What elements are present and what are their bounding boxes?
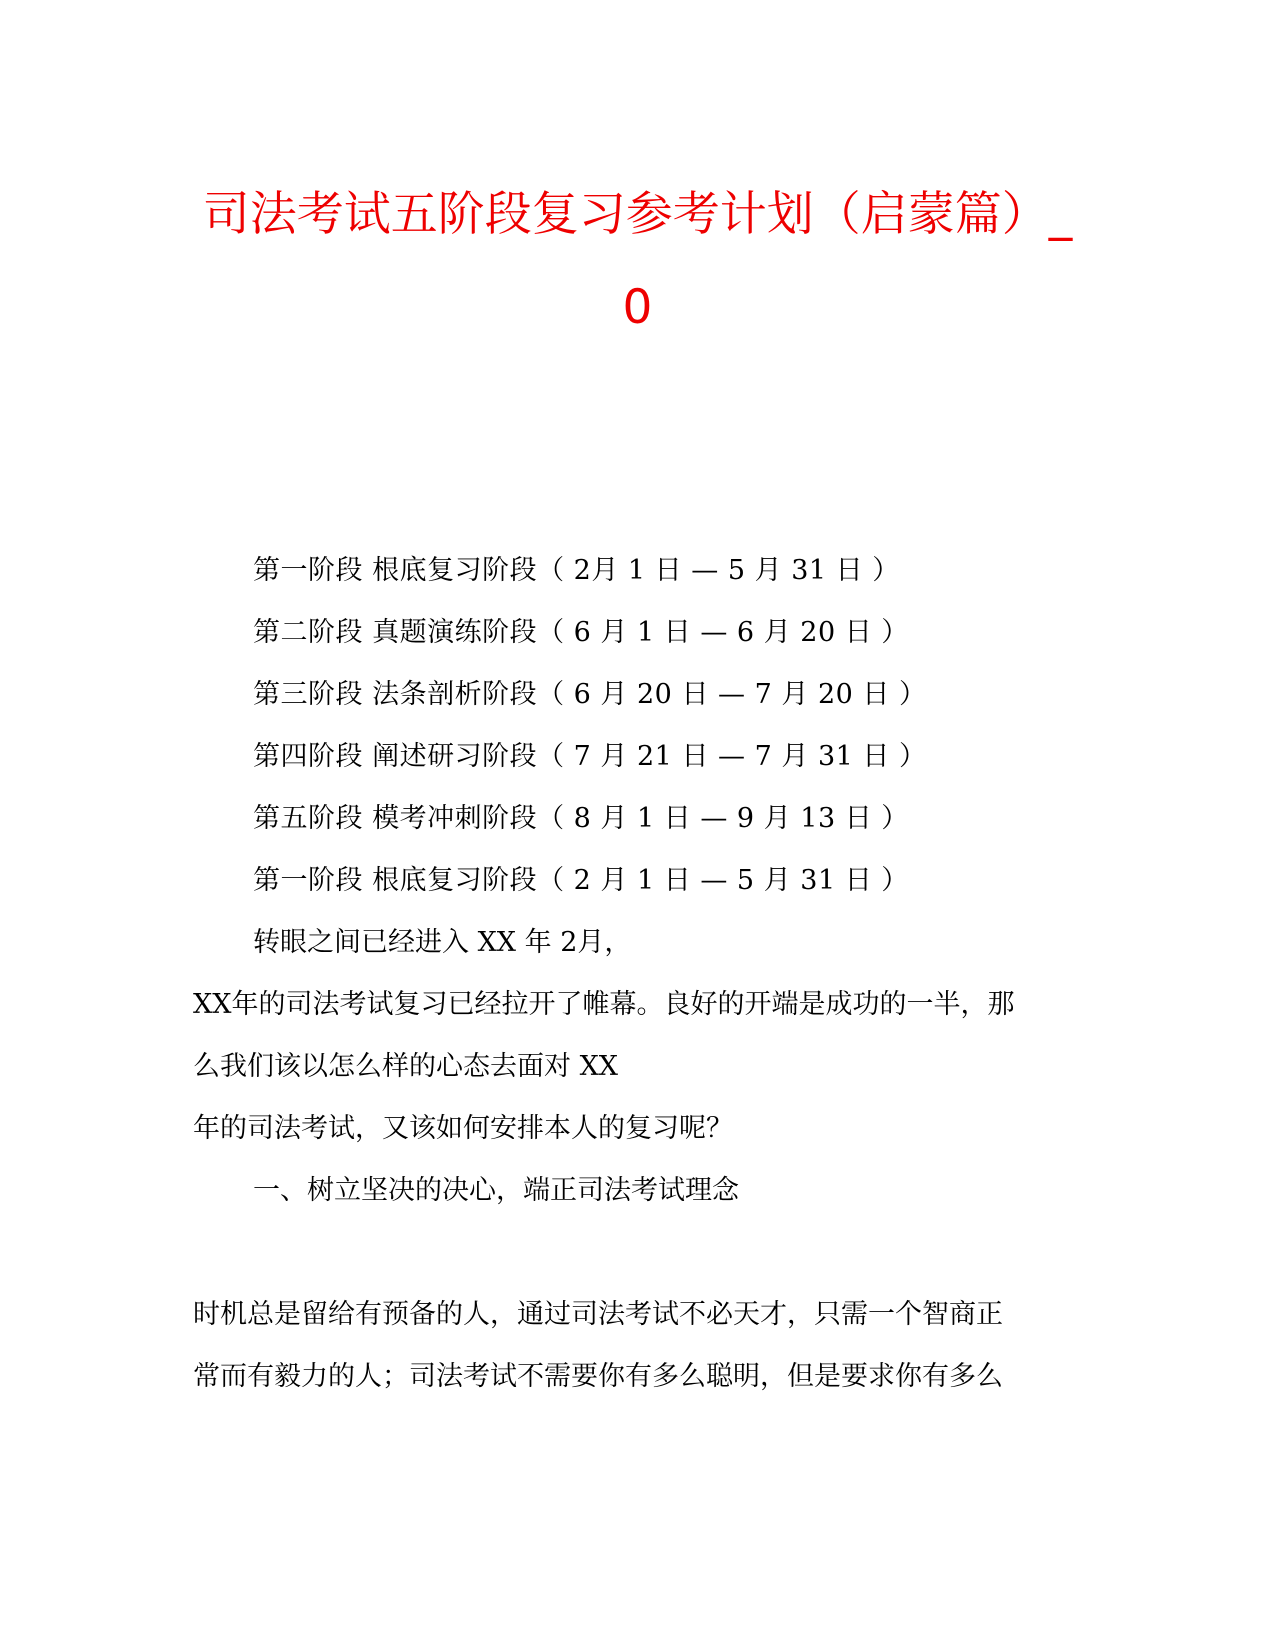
document-title-line-1: 司法考试五阶段复习参考计划（启蒙篇）_ bbox=[202, 187, 1073, 242]
stage-item: 第五阶段 模考冲刺阶段（ 8 月 1 日 — 9 月 13 日 ） bbox=[253, 803, 909, 834]
stage-item: 第三阶段 法条剖析阶段（ 6 月 20 日 — 7 月 20 日 ） bbox=[253, 679, 927, 710]
stage-item: 第一阶段 根底复习阶段（ 2 月 1 日 — 5 月 31 日 ） bbox=[253, 865, 909, 896]
section-heading: 一、树立坚决的决心，端正司法考试理念 bbox=[253, 1175, 739, 1206]
stage-item: 第二阶段 真题演练阶段（ 6 月 1 日 — 6 月 20 日 ） bbox=[253, 617, 909, 648]
intro-paragraph-line: 年的司法考试，又该如何安排本人的复习呢？ bbox=[193, 1113, 733, 1144]
intro-paragraph-line: 么我们该以怎么样的心态去面对 XX bbox=[193, 1051, 619, 1082]
body-paragraph-line: 时机总是留给有预备的人，通过司法考试不必天才，只需一个智商正 bbox=[193, 1299, 1003, 1330]
body-paragraph-line: 常而有毅力的人；司法考试不需要你有多么聪明，但是要求你有多么 bbox=[193, 1361, 1003, 1392]
document-title-line-2: 0 bbox=[622, 280, 653, 335]
stage-item: 第一阶段 根底复习阶段（ 2月 1 日 — 5 月 31 日 ） bbox=[253, 555, 900, 586]
stage-item: 第四阶段 阐述研习阶段（ 7 月 21 日 — 7 月 31 日 ） bbox=[253, 741, 927, 772]
intro-paragraph-line: 转眼之间已经进入 XX 年 2月， bbox=[253, 927, 632, 958]
intro-paragraph-line: XX年的司法考试复习已经拉开了帷幕。良好的开端是成功的一半，那 bbox=[193, 989, 1015, 1020]
